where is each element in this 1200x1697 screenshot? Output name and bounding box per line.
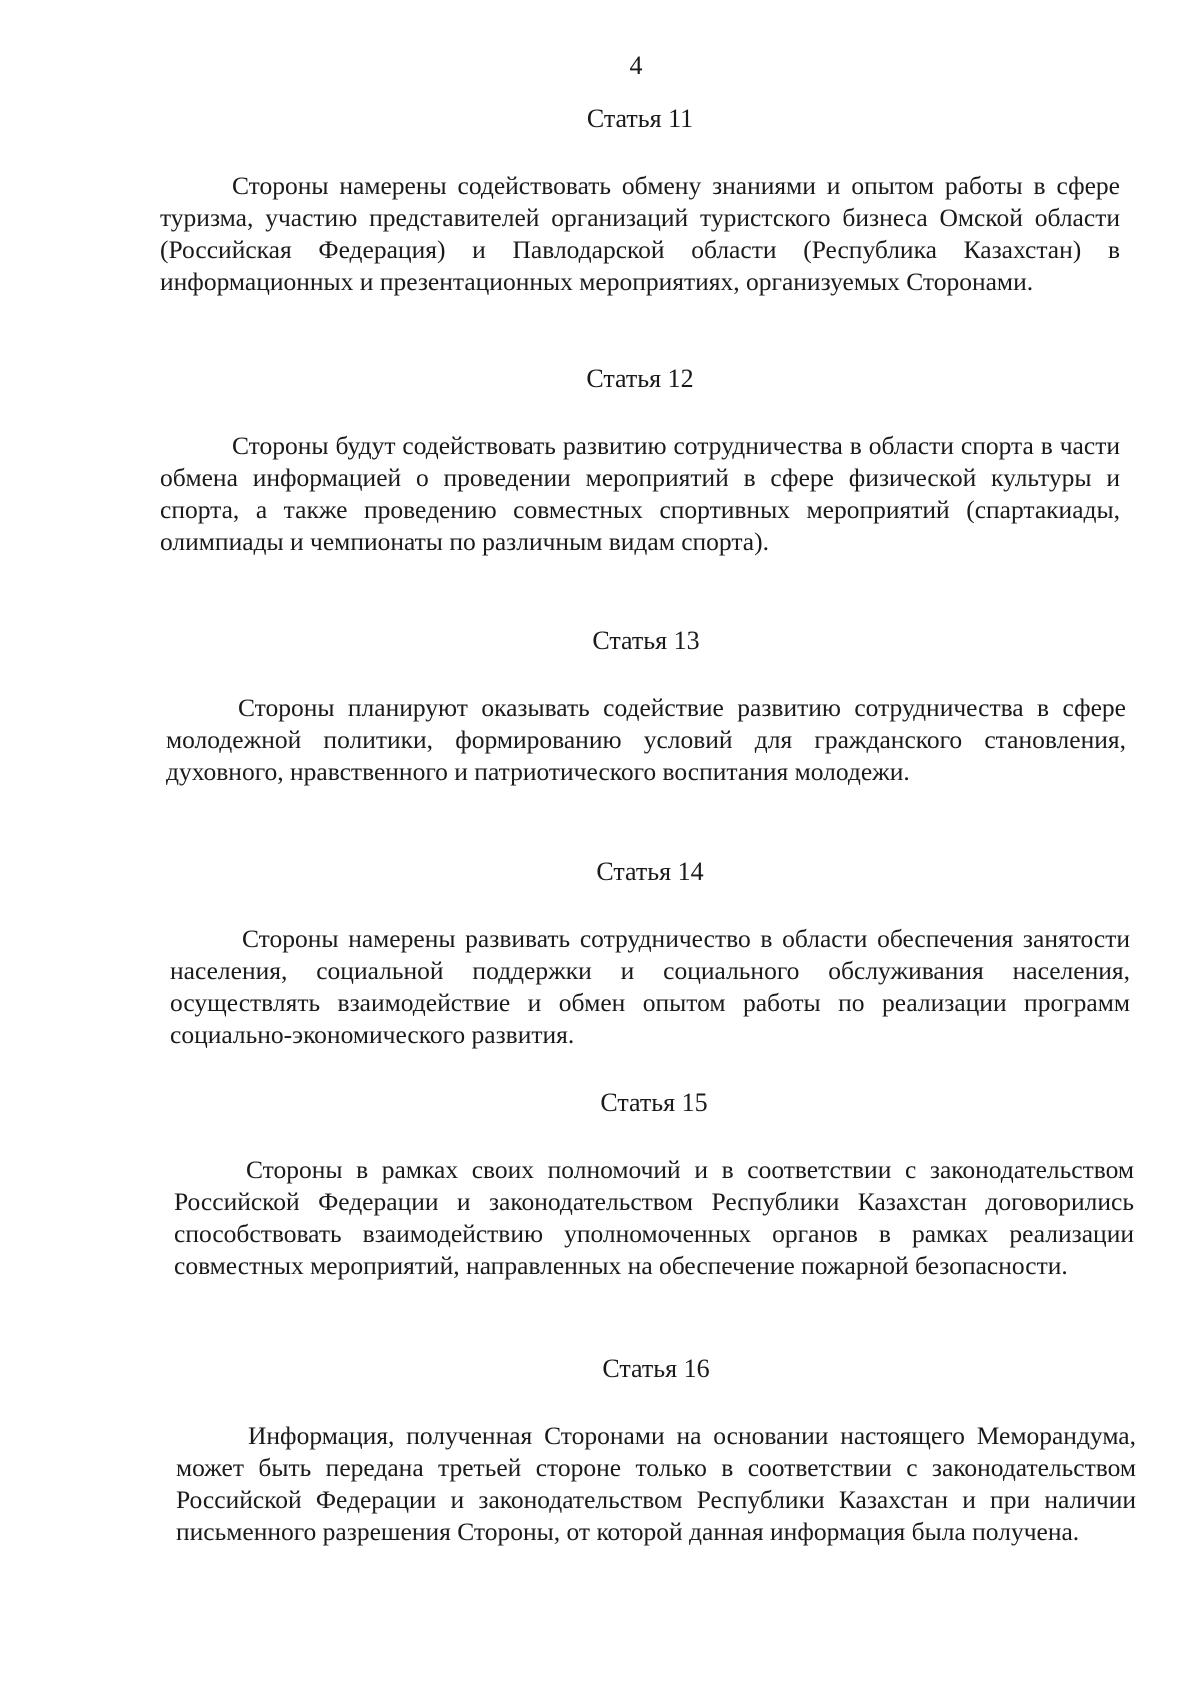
article-heading: Статья 11 — [586, 104, 694, 133]
article-13 — [166, 626, 1126, 788]
article-16 — [176, 1354, 1136, 1548]
article-body: Стороны планируют оказывать содействие развитию сотрудничества в сфере молодежной политики, формированию условий для гражданского становления, духовного, нравственного и патриотического воспитания молодежи. — [166, 693, 1126, 786]
article-15 — [174, 1088, 1134, 1282]
page-number: 4 — [629, 51, 643, 80]
article-body: Стороны будут содействовать развитию сотрудничества в области спорта в части обмена информацией о проведении мероприятий в сфере физической культуры и спорта, а также проведению совместных спортивных мероприятий (спартакиады, олимпиады и чемпионаты по различным видам спорта). — [160, 431, 1120, 556]
article-11 — [160, 104, 1120, 298]
article-heading: Статья 15 — [600, 1088, 708, 1117]
article-heading: Статья 13 — [592, 626, 700, 655]
article-12 — [160, 364, 1120, 558]
article-14 — [170, 857, 1130, 1051]
article-heading: Статья 14 — [596, 857, 704, 886]
article-heading: Статья 16 — [602, 1354, 710, 1383]
article-body: Стороны намерены развивать сотрудничество в области обеспечения занятости населения, социальной поддержки и социального обслуживания населения, осуществлять взаимодействие и обмен опытом работы по реализации программ социально-экономического развития. — [170, 924, 1130, 1049]
article-body: Информация, полученная Сторонами на основании настоящего Меморандума, может быть передана третьей стороне только в соответствии с законодательством Российской Федерации и законодательством Республики Казахстан и при наличии письменного разрешения Стороны, от которой данная информация была получена. — [176, 1421, 1136, 1546]
article-heading: Статья 12 — [586, 364, 694, 393]
article-body: Стороны в рамках своих полномочий и в соответствии с законодательством Российской Федерации и законодательством Республики Казахстан договорились способствовать взаимодействию уполномоченных органов в рамках реализации совместных мероприятий, направленных на обеспечение пожарной безопасности. — [174, 1155, 1134, 1280]
article-body: Стороны намерены содействовать обмену знаниями и опытом работы в сфере туризма, участию представителей организаций туристского бизнеса Омской области (Российская Федерация) и Павлодарской области (Республика Казахстан) в информационных и презентационных мероприятиях, организуемых Сторонами. — [160, 171, 1120, 296]
